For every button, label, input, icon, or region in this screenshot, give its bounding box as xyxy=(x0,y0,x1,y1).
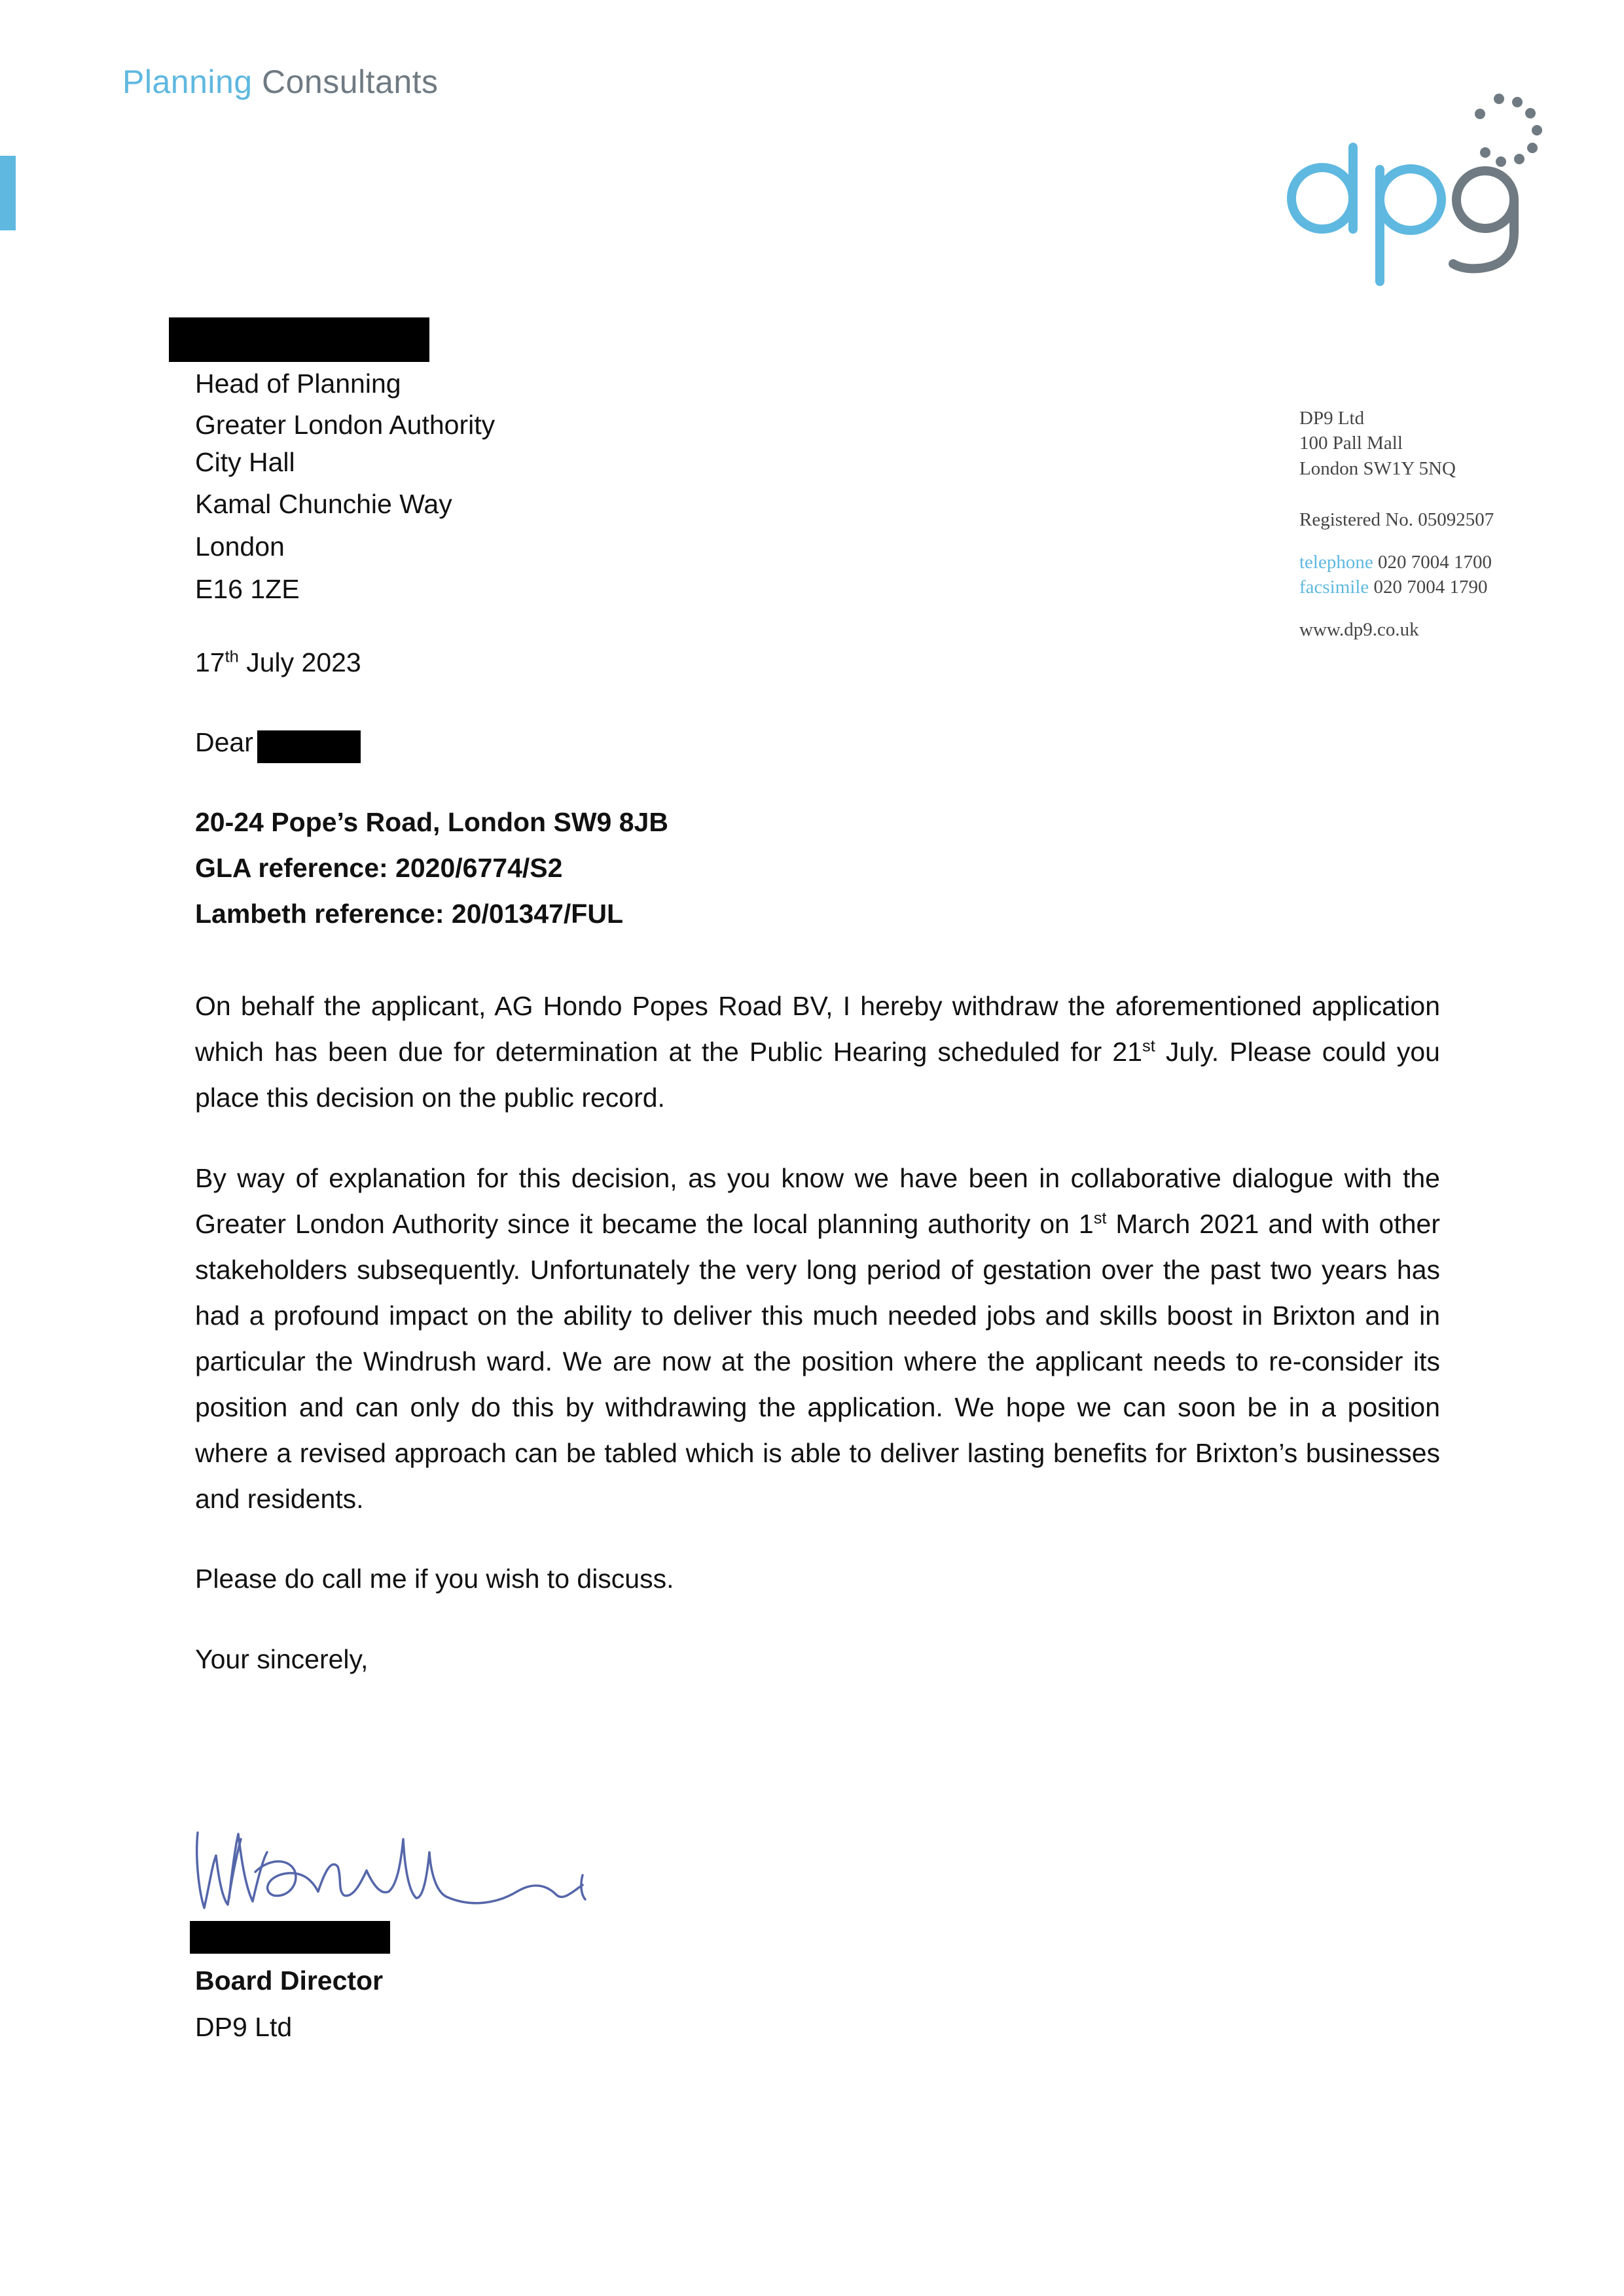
handwritten-signature xyxy=(190,1793,599,1918)
telephone-number: 020 7004 1700 xyxy=(1377,552,1492,573)
body-paragraph-2 xyxy=(195,1155,1440,1522)
body-paragraph-1 xyxy=(195,983,1440,1121)
recipient-line: Kamal Chunchie Way xyxy=(195,489,452,519)
tagline-word-planning: Planning xyxy=(122,63,253,100)
sender-city: London SW1Y 5NQ xyxy=(1299,458,1456,479)
body-paragraph-3: Please do call me if you wish to discuss. xyxy=(195,1564,674,1594)
recipient-line: London xyxy=(195,531,285,562)
subject-address: 20-24 Pope’s Road, London SW9 8JB xyxy=(195,807,668,837)
sender-registered-number: Registered No. 05092507 xyxy=(1299,509,1494,530)
telephone-label: telephone xyxy=(1299,552,1373,573)
tagline-word-consultants: Consultants xyxy=(262,63,439,100)
recipient-line: Head of Planning xyxy=(195,368,401,399)
recipient-line: City Hall xyxy=(195,447,295,477)
sender-website: www.dp9.co.uk xyxy=(1299,619,1419,640)
facsimile-label: facsimile xyxy=(1299,577,1369,598)
sender-company: DP9 Ltd xyxy=(1299,408,1365,429)
paragraph-text: March 2021 and with other stakeholders subsequently. Unfortunately the very long period of gestation over the past two years has had a profound impact on the ability to deliver this much needed jobs and skills boost in Brixton and in particular the Windrush ward. We are now at the position where the applicant needs to re-consider its position and can only do this by withdrawing the application. We hope we can soon be in a position where a revised approach can be tabled which is able to deliver lasting benefits for Brixton’s businesses and residents. xyxy=(195,1209,1440,1514)
dot-ring-icon xyxy=(1475,94,1542,167)
letter-date xyxy=(195,649,361,676)
closing: Your sincerely, xyxy=(195,1644,369,1674)
signatory-title: Board Director xyxy=(195,1965,384,1996)
recipient-line: E16 1ZE xyxy=(195,574,300,604)
tagline xyxy=(122,63,439,101)
recipient-line: Greater London Authority xyxy=(195,410,496,440)
paragraph-text: On behalf the applicant, AG Hondo Popes Road BV, I hereby withdraw the aforementioned application which has been due for determination at the Public Hearing scheduled for 21 xyxy=(195,991,1440,1067)
subject-gla-reference: GLA reference: 2020/6774/S2 xyxy=(195,853,563,883)
salutation: Dear xyxy=(195,727,253,757)
sender-street: 100 Pall Mall xyxy=(1299,433,1403,454)
ordinal-suffix: st xyxy=(1142,1037,1155,1056)
paragraph-text: July. Please could you place this decision on the public record. xyxy=(195,1037,1440,1113)
signatory-company: DP9 Ltd xyxy=(195,2012,293,2042)
redaction-salutation-name xyxy=(257,730,361,763)
side-accent-bar xyxy=(0,156,16,230)
redaction-recipient-name xyxy=(169,317,429,362)
dp9-logo-letters xyxy=(1291,147,1514,281)
facsimile-number: 020 7004 1790 xyxy=(1373,577,1488,598)
sender-facsimile xyxy=(1299,578,1488,597)
subject-lambeth-reference: Lambeth reference: 20/01347/FUL xyxy=(195,899,623,929)
date-rest: July 2023 xyxy=(246,647,361,677)
date-day: 17 xyxy=(195,647,225,677)
date-suffix: th xyxy=(225,647,239,666)
dp9-logo xyxy=(1283,82,1584,298)
sender-telephone xyxy=(1299,553,1492,572)
ordinal-suffix: st xyxy=(1093,1209,1107,1228)
paragraph-text: By way of explanation for this decision, as you know we have been in collaborative dialogue with the Greater London Authority since it became the local planning authority on 1 xyxy=(195,1163,1440,1239)
redaction-signatory-name xyxy=(190,1921,390,1954)
